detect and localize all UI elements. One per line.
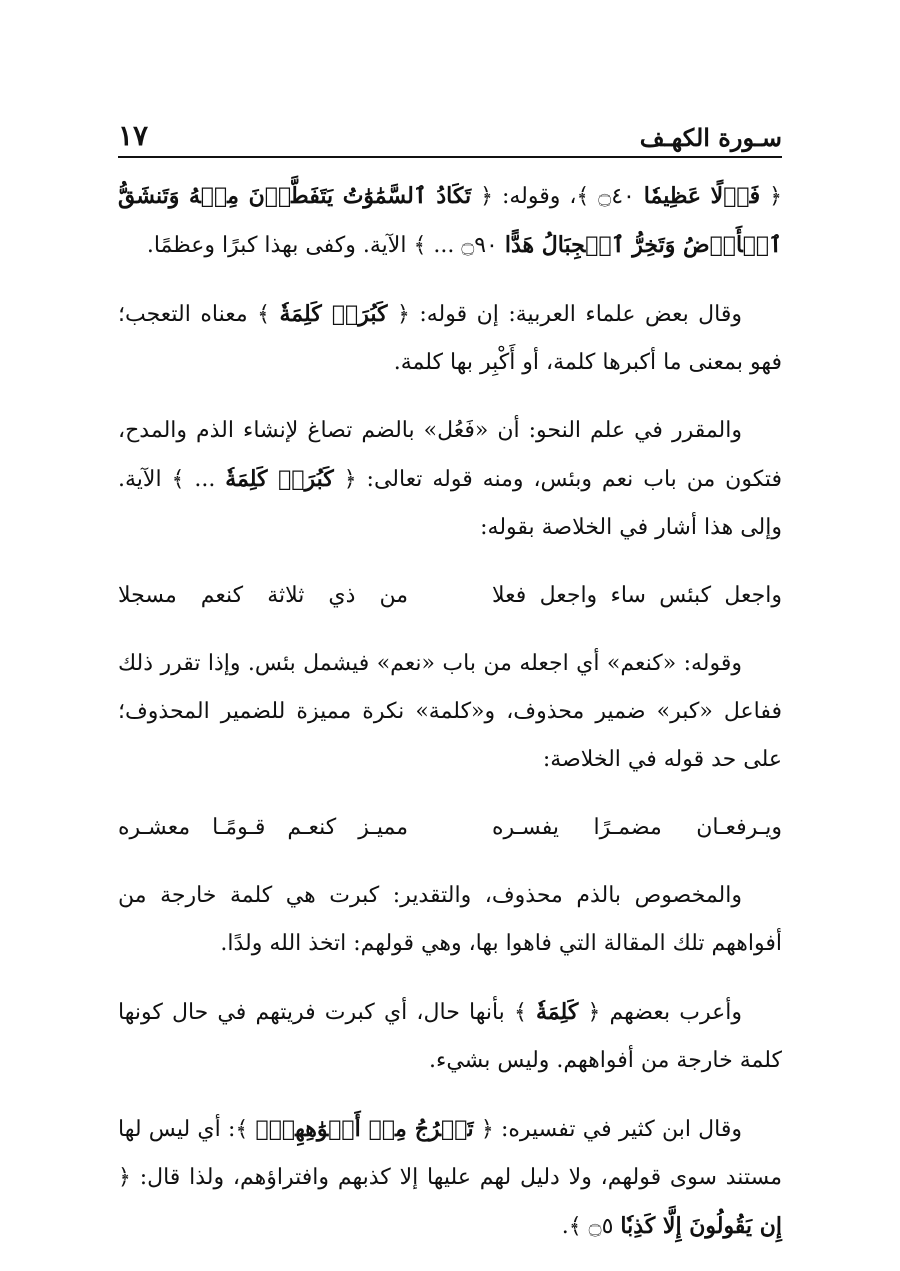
quran-quote: إِن يَقُولُونَ إِلَّا كَذِبٗا — [620, 1213, 782, 1239]
paragraph-text: ۝٤٠ ﴾، وقوله: ﴿ — [471, 184, 644, 209]
page-body — [118, 172, 782, 1251]
paragraph-text: ﴾ بأنها حال، أي كبرت فريتهم في حال كونها كلمة خارجة من أفواههم. وليس بشيء. — [118, 1000, 782, 1073]
paragraph — [118, 872, 782, 968]
quran-quote: كَبُرَتۡ كَلِمَةٗ — [225, 466, 334, 492]
quran-quote: كَلِمَةٗ — [536, 999, 579, 1025]
paragraph-text: ﴾ معناه التعجب؛ فهو بمعنى ما أكبرها كلمة، أو أَكْبِر بها كلمة. — [118, 302, 782, 375]
paragraph-text: وقال بعض علماء العربية: إن قوله: ﴿ — [387, 302, 742, 327]
paragraph-text: وأعرب بعضهم ﴿ — [578, 1000, 742, 1025]
verse-first-hemistich: واجعل كبئس ساء واجعل فعلا — [492, 583, 782, 608]
paragraph-text: ﴿ — [760, 184, 782, 209]
paragraph — [118, 290, 782, 387]
verse-second-hemistich: مميـز كنعـم قـومًـا معشـره — [118, 815, 408, 840]
verse-second-hemistich: من ذي ثلاثة كنعم مسجلا — [118, 583, 408, 608]
page-number: ١٧ — [118, 119, 149, 152]
quran-quote: فَوۡلًا عَظِيمٗا — [643, 183, 761, 209]
paragraph-text: ۝٥ ﴾. — [561, 1214, 621, 1239]
paragraph — [118, 407, 782, 552]
poetry-verse — [118, 804, 782, 852]
paragraph — [118, 988, 782, 1085]
paragraph-text: والمخصوص بالذم محذوف، والتقدير: كبرت هي كلمة خارجة من أفواههم تلك المقالة التي فاهوا بها، وهي قولهم: اتخذ الله ولدًا. — [118, 883, 782, 956]
paragraph-text: ﴾: أي ليس لها مستند سوى قولهم، ولا دليل لهم عليها إلا كذبهم وافتراؤهم، ولذا قال: ﴿ — [118, 1117, 782, 1190]
paragraph-text: ۝٩٠ ... ﴾ الآية. وكفى بهذا كبرًا وعظمًا. — [146, 233, 505, 258]
quran-quote: كَبُرَتۡ كَلِمَةٗ — [279, 301, 388, 327]
surah-title: سـورة الكهـف — [639, 123, 782, 152]
verse-first-hemistich: ويـرفعـان مضمـرًا يفسـره — [492, 815, 782, 840]
quran-quote: تَخۡرُجُ مِنۡ أَفۡوَٰهِهِمۡۚ — [255, 1116, 474, 1142]
quran-quote: تَكَادُ ٱلسَّمَٰوَٰتُ يَتَفَطَّرۡنَ مِنۡهُ وَتَنشَقُّ ٱلۡأَرۡضُ وَتَخِرُّ ٱلۡجِبَالُ هَدًّا — [118, 183, 782, 258]
book-page — [118, 108, 782, 1271]
poetry-verse — [118, 572, 782, 620]
page-header — [118, 108, 782, 158]
paragraph — [118, 172, 782, 270]
paragraph-text: وقال ابن كثير في تفسيره: ﴿ — [473, 1117, 743, 1142]
paragraph-text: وقوله: «كنعم» أي اجعله من باب «نعم» فيشمل بئس. وإذا تقرر ذلك ففاعل «كبر» ضمير محذوف، و«كلمة» نكرة مميزة للضمير المحذوف؛ على حد قوله في الخلاصة: — [118, 651, 782, 772]
paragraph — [118, 1105, 782, 1251]
paragraph-text: والمقرر في علم النحو: أن «فَعُل» بالضم تصاغ لإنشاء الذم والمدح، فتكون من باب نعم وبئس، ومنه قوله تعالى: ﴿ — [118, 418, 783, 492]
paragraph — [118, 640, 782, 784]
paragraph-text: ... ﴾ الآية. وإلى هذا أشار في الخلاصة بقوله: — [118, 467, 782, 540]
